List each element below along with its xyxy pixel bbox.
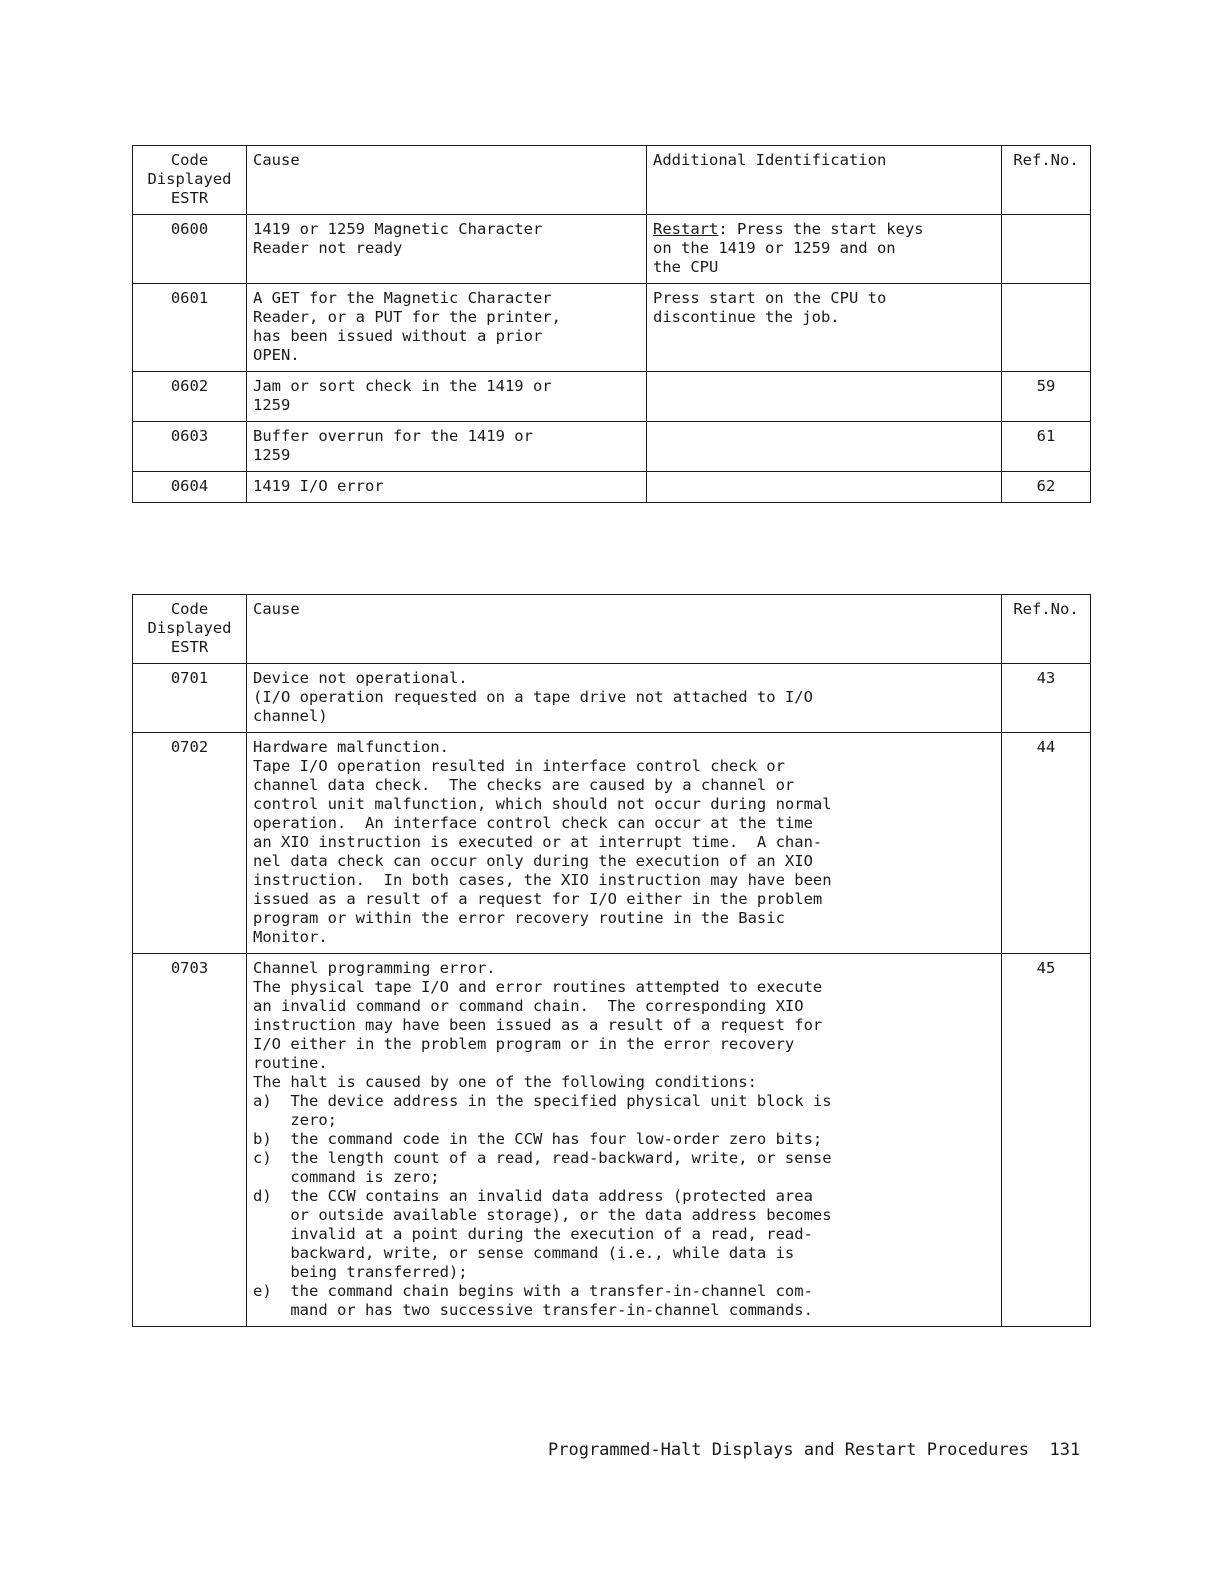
additional-text: : Press the start keys on the 1419 or 1259 and on the CPU — [653, 220, 924, 276]
halt-table-07xx — [132, 594, 1091, 1327]
cause-cell: 1419 or 1259 Magnetic Character Reader not ready — [247, 215, 647, 284]
table-row — [133, 372, 1091, 422]
table-header-row — [133, 146, 1091, 215]
cause-cell: Buffer overrun for the 1419 or 1259 — [247, 422, 647, 472]
code-cell: 0601 — [133, 284, 247, 372]
code-cell: 0604 — [133, 472, 247, 503]
ref-cell: 61 — [1002, 422, 1091, 472]
additional-cell — [647, 422, 1002, 472]
ref-cell — [1002, 215, 1091, 284]
header-code: Code Displayed ESTR — [133, 595, 247, 664]
page-number: 131 — [1049, 1440, 1081, 1460]
cause-cell: 1419 I/O error — [247, 472, 647, 503]
additional-cell — [647, 472, 1002, 503]
ref-cell: 43 — [1002, 664, 1091, 733]
cause-cell: Channel programming error. The physical tape I/O and error routines attempted to execute an invalid command or command chain. The corresponding XIO instruction may have been issued as a result of a request for I/O either in the problem program or in the error recovery routine. The halt is caused by one of the following conditions: a) The device address in the specified physical unit block is zero; b) the command code in the CCW has four low-order zero bits; c) the length count of a read, read-backward, write, or sense command is zero; d) the CCW contains an invalid data address (protected area or outside available storage), or the data address becomes invalid at a point during the execution of a read, read- backward, write, or sense command (i.e., while data is being transferred); e) the command chain begins with a transfer-in-channel com- mand or has two successive transfer-in-channel commands. — [247, 954, 1002, 1327]
ref-cell: 59 — [1002, 372, 1091, 422]
code-cell: 0603 — [133, 422, 247, 472]
cause-cell: Device not operational. (I/O operation requested on a tape drive not attached to I/O channel) — [247, 664, 1002, 733]
cause-cell: Hardware malfunction. Tape I/O operation resulted in interface control check or channel data check. The checks are caused by a channel or control unit malfunction, which should not occur during normal operation. An interface control check can occur at the time an XIO instruction is executed or at interrupt time. A chan- nel data check can occur only during the execution of an XIO instruction. In both cases, the XIO instruction may have been issued as a result of a request for I/O either in the problem program or within the error recovery routine in the Basic Monitor. — [247, 733, 1002, 954]
cause-cell: A GET for the Magnetic Character Reader, or a PUT for the printer, has been issued without a prior OPEN. — [247, 284, 647, 372]
header-cause: Cause — [247, 146, 647, 215]
code-cell: 0600 — [133, 215, 247, 284]
table-row — [133, 954, 1091, 1327]
header-cause: Cause — [247, 595, 1002, 664]
header-code: Code Displayed ESTR — [133, 146, 247, 215]
additional-cell — [647, 215, 1002, 284]
header-ref: Ref.No. — [1002, 595, 1091, 664]
ref-cell: 44 — [1002, 733, 1091, 954]
page-footer — [548, 1440, 1080, 1460]
header-ref: Ref.No. — [1002, 146, 1091, 215]
ref-cell — [1002, 284, 1091, 372]
code-cell: 0602 — [133, 372, 247, 422]
footer-title: Programmed-Halt Displays and Restart Procedures — [548, 1440, 1030, 1460]
header-additional: Additional Identification — [647, 146, 1002, 215]
restart-label: Restart — [653, 220, 719, 238]
table-row — [133, 733, 1091, 954]
cause-cell: Jam or sort check in the 1419 or 1259 — [247, 372, 647, 422]
table-row — [133, 284, 1091, 372]
ref-cell: 62 — [1002, 472, 1091, 503]
additional-cell: Press start on the CPU to discontinue the job. — [647, 284, 1002, 372]
additional-cell — [647, 372, 1002, 422]
ref-cell: 45 — [1002, 954, 1091, 1327]
table-row — [133, 422, 1091, 472]
code-cell: 0701 — [133, 664, 247, 733]
table-row — [133, 664, 1091, 733]
code-cell: 0703 — [133, 954, 247, 1327]
halt-table-06xx — [132, 145, 1091, 503]
table-header-row — [133, 595, 1091, 664]
table-row — [133, 472, 1091, 503]
table-row — [133, 215, 1091, 284]
code-cell: 0702 — [133, 733, 247, 954]
